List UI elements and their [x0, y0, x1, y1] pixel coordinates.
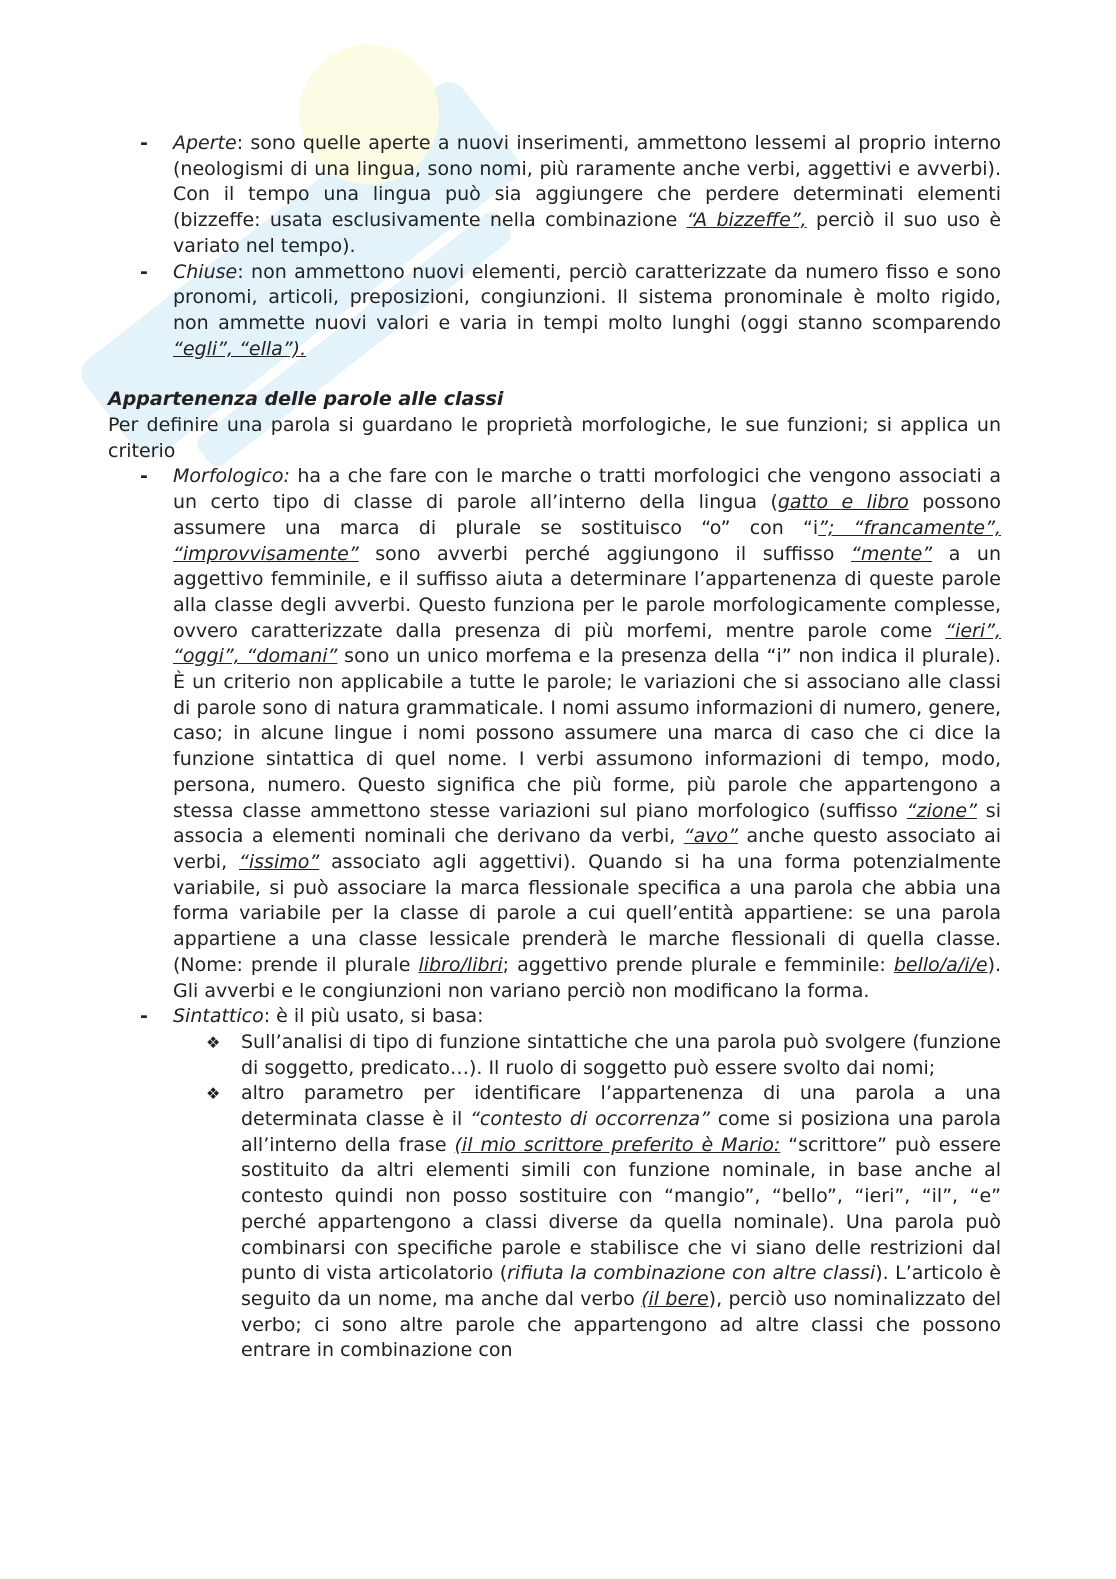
document-page: [108, 131, 1001, 1364]
section-heading: Appartenenza delle parole alle classi: [108, 388, 504, 411]
sub-criteria-list: [173, 1030, 1001, 1364]
dash-bullet-icon: -: [140, 1005, 148, 1028]
diamond-bullet-icon: ❖: [206, 1084, 221, 1104]
paragraph-contesto: altro parametro per identificare l’appartenenza di una parola a una determinata classe è il “contesto di occorrenza” come si posiziona una parola all’interno della frase (il mio scrittore preferito è Mario: “scrittore” può essere sostituito da altri elementi simili con funzione nominale, in base anche al contesto quindi non posso sostituire con “mangio”, “bello”, “ieri”, “il”, “e” perché appartengono a classi diverse da quella nominale). Una parola può combinarsi con specifiche parole e stabilisce che vi siano delle restrizioni dal punto di vista articolatorio (rifiuta la combinazione con altre classi). L’articolo è seguito da un nome, ma anche dal verbo (il bere), perciò uso nominalizzato del verbo; ci sono altre parole che appartengono ad altre classi che possono entrare in combinazione con: [241, 1082, 1002, 1362]
list-item-chiuse: [108, 260, 1001, 363]
diamond-bullet-icon: ❖: [206, 1032, 221, 1052]
list-item-morfologico: [108, 464, 1001, 1004]
paragraph-sintattico: Sintattico: è il più usato, si basa:: [173, 1005, 484, 1028]
paragraph-morfologico: Morfologico: ha a che fare con le marche o tratti morfologici che vengono associati a un certo tipo di classe di parole all’interno della lingua (gatto e libro possono assumere una marca di plurale se sostituisco “o” con “i”; “francamente”, “improvvisamente” sono avverbi perché aggiungono il suffisso “mente” a un aggettivo femminile, e il suffisso aiuta a determinare l’appartenenza di queste parole alla classe degli avverbi. Questo funziona per le parole morfologicamente complesse, ovvero caratterizzate dalla presenza di più morfemi, mentre parole come “ieri”, “oggi”, “domani” sono un unico morfema e la presenza della “i” non indica il plurale). È un criterio non applicabile a tutte le parole; le variazioni che si associano alle classi di parole sono di natura grammaticale. I nomi assumo informazioni di numero, genere, caso; in alcune lingue i nomi possono assumere una marca di caso che ci dice la funzione sintattica di quel nome. I verbi assumono informazioni di tempo, modo, persona, numero. Questo significa che più forme, più parole che appartengono a stessa classe ammettono stesse variazioni sul piano morfologico (suffisso “zione” si associa a elementi nominali che derivano da verbi, “avo” anche questo associato ai verbi, “issimo” associato agli aggettivi). Quando si ha una forma potenzialmente variabile, si può associare la marca flessionale specifica a una parola che abbia una forma variabile per la classe di parole a cui quell’entità appartiene: se una parola appartiene a una classe lessicale prenderà le marche flessionali di quella classe. (Nome: prende il plurale libro/libri; aggettivo prende plurale e femminile: bello/a/i/e). Gli avverbi e le congiunzioni non variano perciò non modificano la forma.: [173, 465, 1002, 1002]
list-item-aperte: [108, 131, 1001, 260]
dash-bullet-icon: -: [140, 132, 148, 154]
paragraph-funzione: Sull’analisi di tipo di funzione sintattiche che una parola può svolgere (funzione di soggetto, predicato…). Il ruolo di soggetto può essere svolto dai nomi;: [241, 1030, 1001, 1079]
paragraph-aperte: Aperte: sono quelle aperte a nuovi inserimenti, ammettono lessemi al proprio interno (neologismi di una lingua, sono nomi, più raramente anche verbi, aggettivi e avverbi). Con il tempo una lingua può sia aggiungere che perdere determinati elementi (bizzeffe: usata esclusivamente nella combinazione “A bizzeffe”, perciò il suo uso è variato nel tempo).: [173, 132, 1002, 257]
list-item-sintattico: [108, 1004, 1001, 1030]
dash-bullet-icon: -: [140, 260, 148, 283]
dash-bullet-icon: -: [140, 465, 148, 488]
criteria-list: [108, 464, 1001, 1029]
paragraph-chiuse: Chiuse: non ammettono nuovi elementi, perciò caratterizzate da numero fisso e sono pronomi, articoli, preposizioni, congiunzioni. Il sistema pronominale è molto rigido, non ammette nuovi valori e varia in tempi molto lunghi (oggi stanno scomparendo “egli”, “ella”).: [173, 260, 1001, 360]
category-list: [108, 131, 1001, 362]
sub-item-funzione: [173, 1030, 1001, 1081]
intro-paragraph: Per definire una parola si guardano le proprietà morfologiche, le sue funzioni; si applica un criterio: [108, 414, 1001, 462]
sub-item-contesto: [173, 1081, 1001, 1364]
